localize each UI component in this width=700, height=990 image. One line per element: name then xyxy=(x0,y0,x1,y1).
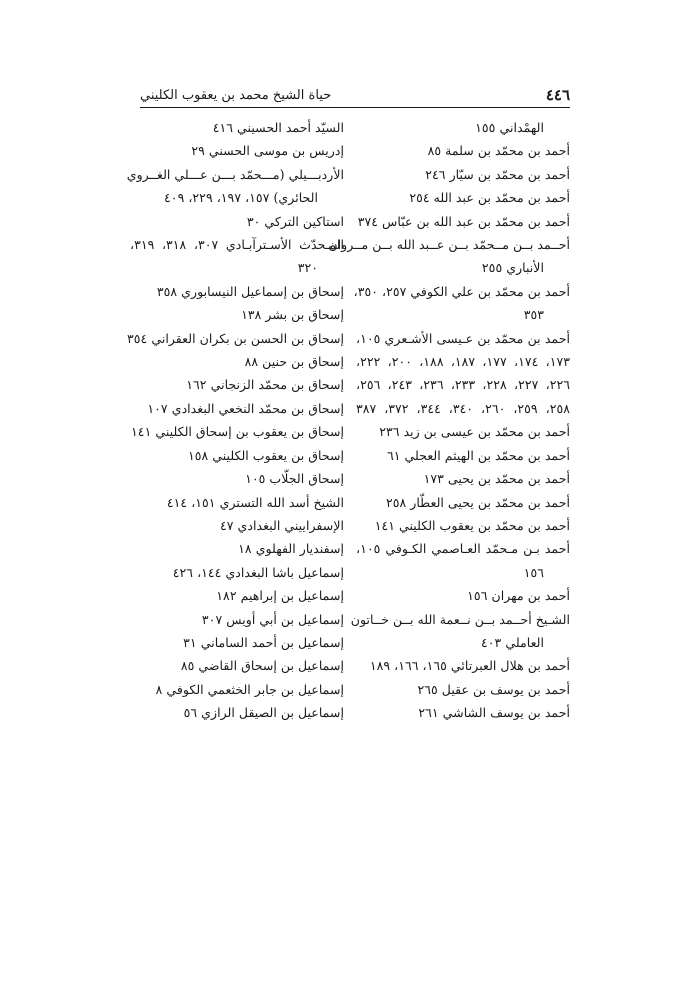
index-entry: الشيخ أسد الله التستري ١٥١، ٤١٤ xyxy=(166,494,344,510)
header-rule xyxy=(140,107,570,108)
index-entry: إدريس بن موسى الحسني ٢٩ xyxy=(191,143,344,159)
index-entry: إسفنديار الفهلوي ١٨ xyxy=(238,541,344,557)
index-entry: إسحاق بن إسماعيل النيسابوري ٣٥٨ xyxy=(156,283,344,299)
index-entry: أحمد بن محمّد بن الهيثم العجلي ٦١ xyxy=(386,447,570,463)
index-entry: أحمد بن محمّد بن سلمة ٨٥ xyxy=(427,143,570,159)
index-entry: الأردبـــيلي (مـــحمّد بـــن عـــلي الغــروي xyxy=(126,166,344,182)
index-entry: أحمد بن مهران ١٥٦ xyxy=(467,588,570,604)
index-entry: أحمد بن محمّد بن يحيى العطّار ٢٥٨ xyxy=(385,494,570,510)
index-entry: السيّد أحمد الحسيني ٤١٦ xyxy=(212,120,344,135)
index-entry: الإسفراييني البغدادي ٤٧ xyxy=(220,517,344,533)
index-entry: إسحاق الجلّاب ١٠٥ xyxy=(245,471,344,487)
index-entry: ٣٥٣ xyxy=(523,307,544,323)
index-entry: إسحاق بن حنين ٨٨ xyxy=(244,354,344,370)
index-entry: إسماعيل باشا البغدادي ١٤٤، ٤٢٦ xyxy=(172,564,344,580)
index-entry: إسماعيل بن أبي أويس ٣٠٧ xyxy=(201,611,344,627)
index-entry: ١٥٦ xyxy=(523,564,544,580)
index-entry: إسحاق بن محمّد الزنجاني ١٦٢ xyxy=(186,377,344,393)
index-entry: أحمد بن هلال العبرتائي ١٦٥، ١٦٦، ١٨٩ xyxy=(369,658,570,674)
index-entry: إسماعيل بن إبراهيم ١٨٢ xyxy=(216,588,344,604)
index-entry: أحمد بن محمّد بن سيّار ٢٤٦ xyxy=(425,166,570,182)
index-entry: أحمد بن محمّد بن يعقوب الكليني ١٤١ xyxy=(374,517,570,533)
index-entry: المـحدّث الأسـترآبـادي ٣٠٧، ٣١٨، ٣١٩، xyxy=(130,237,345,253)
index-entry: إسحاق بن يعقوب بن إسحاق الكليني ١٤١ xyxy=(131,424,344,440)
index-entry: الهمْداني ١٥٥ xyxy=(475,120,544,135)
index-entry: إسحاق بن محمّد النخعي البغدادي ١٠٧ xyxy=(147,400,344,416)
index-entry: ٢٢٦، ٢٢٧، ٢٢٨، ٢٣٣، ٢٣٦، ٢٤٣، ٢٥٦، xyxy=(356,377,571,393)
index-entry: أحــمد بــن مــحمّد بــن عــبد الله بــن مــروان xyxy=(328,237,570,253)
index-column-left xyxy=(126,116,345,725)
index-entry: الأنباري ٢٥٥ xyxy=(481,260,544,276)
index-entry: أحمد بن يوسف الشاشي ٢٦١ xyxy=(418,705,570,721)
index-entry: إسماعيل بن الصيقل الرازي ٥٦ xyxy=(183,705,344,721)
index-entry: ٣٢٠ xyxy=(297,260,318,276)
index-entry: أحمد بـن مـحمّد العـاصمي الكـوفي ١٠٥، xyxy=(356,541,570,557)
page-header xyxy=(140,84,570,108)
index-entry: ١٧٣، ١٧٤، ١٧٧، ١٨٧، ١٨٨، ٢٠٠، ٢٢٢، xyxy=(356,354,571,370)
index-entry: أحمد بن محمّد بن عبد الله بن عبّاس ٣٧٤ xyxy=(357,213,570,229)
index-entry: إسماعيل بن إسحاق القاضي ٨٥ xyxy=(180,658,344,674)
index-entry: أحمد بن محمّد بن علي الكوفي ٢٥٧، ٣٥٠، xyxy=(353,283,570,299)
index-entry: أحمد بن محمّد بن عـيسى الأشـعري ١٠٥، xyxy=(356,330,570,346)
index-entry: أحمد بن محمّد بن عبد الله ٢٥٤ xyxy=(409,190,570,206)
index-entry: استاكين التركي ٣٠ xyxy=(246,213,344,229)
index-entry: ٢٥٨، ٢٥٩، ٢٦٠، ٣٤٠، ٣٤٤، ٣٧٢، ٣٨٧ xyxy=(356,400,570,416)
index-entry: أحمد بن محمّد بن عيسى بن زيد ٢٣٦ xyxy=(379,424,570,440)
index-entry: إسحاق بن بشر ١٣٨ xyxy=(241,307,344,323)
index-entry: إسحاق بن الحسن بن بكران العقراني ٣٥٤ xyxy=(127,330,344,346)
index-entry: أحمد بن يوسف بن عقيل ٢٦٥ xyxy=(417,681,570,697)
index-column-right xyxy=(328,116,571,725)
index-entry: العاملي ٤٠٣ xyxy=(481,634,544,650)
page-number: ٤٤٦ xyxy=(545,86,570,104)
index-entry: إسماعيل بن جابر الخثعمي الكوفي ٨ xyxy=(155,681,344,697)
running-title: حياة الشيخ محمد بن يعقوب الكليني xyxy=(140,88,332,103)
index-entry: إسحاق بن يعقوب الكليني ١٥٨ xyxy=(187,447,344,463)
index-entry: أحمد بن محمّد بن يحيى ١٧٣ xyxy=(423,471,570,487)
index-entry: إسماعيل بن أحمد الساماني ٣١ xyxy=(183,634,344,650)
index-entry: الشـيخ أحــمد بــن نــعمة الله بــن خــاتون xyxy=(350,611,570,627)
index-entry: الحائري) ١٥٧، ١٩٧، ٢٢٩، ٤٠٩ xyxy=(164,190,318,206)
